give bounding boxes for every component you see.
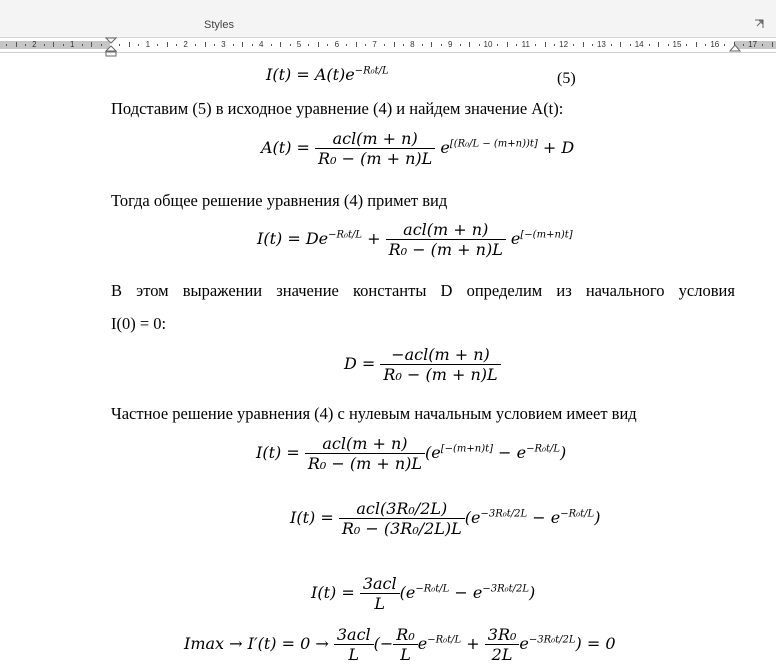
ruler-tick: [394, 42, 395, 47]
ruler-tick: [44, 44, 45, 46]
ruler-tick: [233, 44, 234, 46]
ruler-tick: [649, 44, 650, 46]
ruler-tick: [658, 42, 659, 47]
ruler-tick: [129, 42, 130, 47]
ruler-tick: [205, 42, 206, 47]
word: начального: [585, 281, 665, 300]
ruler-tick: [469, 42, 470, 47]
equation-number: (5): [557, 70, 576, 87]
ruler-number: 13: [596, 40, 606, 49]
equation-simplified: I(t) = $\frac{\text{3acl}}{L}$ $(e^{-R_0t/L} - e^{-3R_0t/2L})$: [311, 574, 536, 613]
ruler-number: 8: [410, 40, 415, 49]
ruler-tick: [346, 44, 347, 46]
ruler-tick: [573, 44, 574, 46]
ruler-number: 1: [145, 40, 151, 49]
word: этом: [136, 281, 169, 300]
ruler-tick: [403, 44, 404, 46]
ruler-number: 17: [748, 40, 758, 49]
word: В: [111, 281, 123, 300]
ruler-tick: [167, 42, 168, 47]
ruler-tick: [25, 44, 26, 46]
ruler-tick: [53, 42, 54, 47]
ruler-tick: [6, 44, 7, 46]
ruler-tick: [308, 44, 309, 46]
ruler-tick: [630, 44, 631, 46]
ruler-number: 12: [559, 40, 569, 49]
equation-imax-derivative: Imax → I′(t) = 0 → $\frac{\text{3acl}}{L}$ (− $\frac{\text{R₀}}{L}$ $e^{-R_0t/L}$ + $\frac{\text{3R₀}}{2L}$ $e^{-3R_0t/2L}) = 0$: [184, 625, 616, 664]
paragraph-general-solution: Тогда общее решение уравнения (4) примет вид: [111, 191, 448, 210]
ruler-tick: [441, 44, 442, 46]
ruler-number: 14: [634, 40, 644, 49]
ruler-tick: [82, 44, 83, 46]
ruler-number: 5: [296, 40, 302, 49]
ruler-number: 15: [672, 40, 682, 49]
ruler-tick: [214, 44, 215, 46]
ruler-number: 11: [521, 40, 530, 49]
ruler-tick: [762, 44, 763, 46]
word: определим: [466, 281, 543, 300]
ruler-tick: [195, 44, 196, 46]
dialog-launcher-icon[interactable]: [754, 19, 764, 29]
ruler-number: 3: [221, 40, 226, 49]
ruler-tick: [91, 42, 92, 47]
ruler-tick: [157, 44, 158, 46]
ruler-tick: [318, 42, 319, 47]
document-page[interactable]: [0, 53, 776, 664]
equation-a-of-t: A(t) = $\frac{\text{acl(m + n)}}{\text{R₀ − (m + n)L}}$ e[(R₀/L − (m+n))t] + D: [261, 129, 575, 168]
ruler-tick: [384, 44, 385, 46]
ruler-tick: [611, 44, 612, 46]
ruler-tick: [431, 42, 432, 47]
ruler-tick: [16, 42, 17, 47]
ruler-tick: [252, 44, 253, 46]
ruler-number: 2: [32, 40, 37, 49]
ruler-tick: [772, 42, 773, 47]
ruler-tick: [327, 44, 328, 46]
ruler-tick: [743, 44, 744, 46]
ruler-number: 9: [447, 40, 453, 49]
ruler-tick: [583, 42, 584, 47]
equation-general-solution: $I(t) = De^{-R_0t/L}$ + $\frac{\text{acl(m + n)}}{\text{R₀ − (m + n)L}}$ e[−(m+n)t]: [257, 220, 573, 259]
word: D: [440, 281, 453, 300]
ruler-tick: [724, 44, 725, 46]
ruler-tick: [668, 44, 669, 46]
ruler-tick: [280, 42, 281, 47]
ruler-tick: [545, 42, 546, 47]
equation-d-value: D = $\frac{\text{−acl(m + n)}}{\text{R₀ − (m + n)L}}$: [344, 345, 501, 384]
ruler-tick: [63, 44, 64, 46]
ruler-number: 7: [372, 40, 377, 49]
ruler-tick: [479, 44, 480, 46]
ruler-tick: [460, 44, 461, 46]
ruler-tick: [620, 42, 621, 47]
paragraph-substitute: Подставим (5) в исходное уравнение (4) и найдем значение A(t):: [111, 99, 564, 118]
ruler-tick: [138, 44, 139, 46]
word: значение: [276, 281, 339, 300]
ruler-tick: [101, 44, 102, 46]
word: из: [556, 281, 572, 300]
ruler-tick: [554, 44, 555, 46]
ruler-tick: [356, 42, 357, 47]
right-indent-marker[interactable]: [729, 40, 741, 52]
ruler-tick: [705, 44, 706, 46]
ruler-number: 10: [483, 40, 493, 49]
word: условия: [678, 281, 735, 300]
ruler-tick: [535, 44, 536, 46]
ruler-tick: [365, 44, 366, 46]
ruler-number: 1: [69, 40, 75, 49]
ribbon-styles-group: [0, 7, 776, 38]
ruler-tick: [516, 44, 517, 46]
ruler-tick: [242, 42, 243, 47]
ruler-tick: [422, 44, 423, 46]
ruler-number: 4: [258, 40, 264, 49]
equation-5: $I(t) = A(t)e^{-R_0t/L}$: [266, 65, 389, 84]
equation-substituted: I(t) = $\frac{\text{acl(3R₀/2L)}}{\text{R₀ − (3R₀/2L)L}}$ $(e^{-3R_0t/2L} - e^{-R_0t/L})$: [290, 499, 601, 538]
word: константы: [352, 281, 427, 300]
ruler-number: 6: [334, 40, 340, 49]
ruler-tick: [290, 44, 291, 46]
paragraph-initial-condition: I(0) = 0:: [111, 314, 167, 333]
ruler-number: 2: [183, 40, 188, 49]
ruler-tick: [592, 44, 593, 46]
ruler-tick: [119, 44, 120, 46]
ruler-tick: [176, 44, 177, 46]
styles-group-label: Styles: [204, 19, 234, 31]
ruler-number: 16: [710, 40, 720, 49]
ruler-tick: [507, 42, 508, 47]
word: выражении: [182, 281, 263, 300]
ruler-tick: [271, 44, 272, 46]
ruler-tick: [686, 44, 687, 46]
equation-particular-solution: I(t) = $\frac{\text{acl(m + n)}}{\text{R₀ − (m + n)L}}$ $(e[-(m+n)t] - e^{-R_0t/L})$: [256, 434, 567, 473]
paragraph-constant-d: [111, 281, 735, 301]
ruler-tick: [696, 42, 697, 47]
ruler-tick: [497, 44, 498, 46]
paragraph-particular-solution: Частное решение уравнения (4) с нулевым начальным условием имеет вид: [111, 404, 637, 423]
horizontal-ruler[interactable]: [0, 38, 776, 53]
